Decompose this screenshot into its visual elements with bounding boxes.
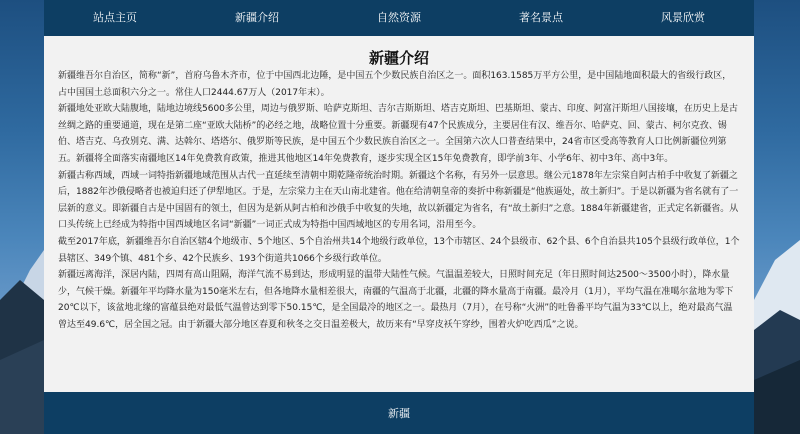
intro-paragraph-5: 新疆远离海洋，深居内陆，四周有高山阻隔，海洋气流不易到达，形成明显的温带大陆性气候。气温温差较大，日照时间充足（年日照时间达2500～3500小时），降水量少，气候干燥。新疆年平均降水量为150毫米左右，但各地降水量相差很大，南疆的气温高于北疆，北疆的降水量高于南疆。最冷月（1月），平均气温在准噶尔盆地为零下20℃以下，该盆地北缘的富蕴县绝对最低气温曾达到零下50.15℃，是全国最冷的地区之一。最热月（7月），在号称“火洲”的吐鲁番平均气温为33℃以上，绝对最高气温曾达至49.6℃，居全国之冠。由于新疆大部分地区春夏和秋冬之交日温差极大，故历来有“早穿皮袄午穿纱，围着火炉吃西瓜”之说。 xyxy=(58,270,734,330)
footer-text: 新疆 xyxy=(388,407,410,420)
intro-paragraph-2: 新疆地处亚欧大陆腹地，陆地边境线5600多公里，周边与俄罗斯、哈萨克斯坦、吉尔吉斯斯坦、塔吉克斯坦、巴基斯坦、蒙古、印度、阿富汗斯坦八国接壤，在历史上是古丝绸之路的重要通道，现在是第二座“亚欧大陆桥”的必经之地，战略位置十分重要。新疆现有47个民族成分，主要居住有汉、维吾尔、哈萨克、回、蒙古、柯尔克孜、锡伯、塔吉克、乌孜别克、满、达斡尔、塔塔尔、俄罗斯等民族，是中国五个少数民族自治区之一。全国第六次人口普查结果中，24省市区受高等教育人口比例新疆位列第五。新疆将全面落实南疆地区14年免费教育政策，推进其他地区14年免费教育，逐步实现全区15年免费教育，即学前3年、小学6年、初中3年、高中3年。 xyxy=(58,104,738,164)
main-content xyxy=(44,36,754,392)
nav-xinjiang-intro[interactable]: 新疆介绍 xyxy=(235,11,279,24)
page-title: 新疆介绍 xyxy=(368,49,429,67)
top-nav xyxy=(44,0,754,36)
intro-paragraph-4: 截至2017年底，新疆维吾尔自治区辖4个地级市、5个地区、5个自治州共14个地级行政单位，13个市辖区、24个县级市、62个县、6个自治县共105个县级行政单位，1个县辖区、349个镇、481个乡、42个民族乡、193个街道共1066个乡级行政单位。 xyxy=(58,236,740,264)
nav-famous-sights[interactable]: 著名景点 xyxy=(519,11,563,24)
nav-natural-resources[interactable]: 自然资源 xyxy=(377,11,421,24)
nav-scenery-gallery[interactable]: 风景欣赏 xyxy=(661,11,705,24)
intro-paragraph-3: 新疆古称西域，西域一词特指新疆地域范围从古代一直延续至清朝中期乾隆帝统治时期。新疆这个名称，有另外一层意思。继公元1878年左宗棠自阿古柏手中收复了新疆之后，1882年沙俄侵略者也被迫归还了伊犁地区。于是，左宗棠力主在天山南北建省。他在给清朝皇帝的奏折中称新疆是“他族逼处，故土新归”。于是以新疆为省名就有了一层新的意义。即新疆自古是中国固有的领土，但因为是新从阿古柏和沙俄手中收复的失地，故以新疆定为省名，有“故土新归”之意。1884年新疆建省，正式定名新疆省。从口头传统上已经成为特指中国西域地区名词“新疆”一词正式成为特指中国西域地区的专用名词，沿用至今。 xyxy=(58,170,739,231)
page-container xyxy=(44,0,754,434)
intro-paragraph-1: 新疆维吾尔自治区，简称“新”，首府乌鲁木齐市，位于中国西北边陲，是中国五个少数民族自治区之一。面积163.1585万平方公里，是中国陆地面积最大的省级行政区，占中国国土总面积六分之一。常住人口2444.67万人（2017年末）。 xyxy=(58,71,732,98)
nav-home[interactable]: 站点主页 xyxy=(93,11,137,24)
footer xyxy=(44,392,754,434)
